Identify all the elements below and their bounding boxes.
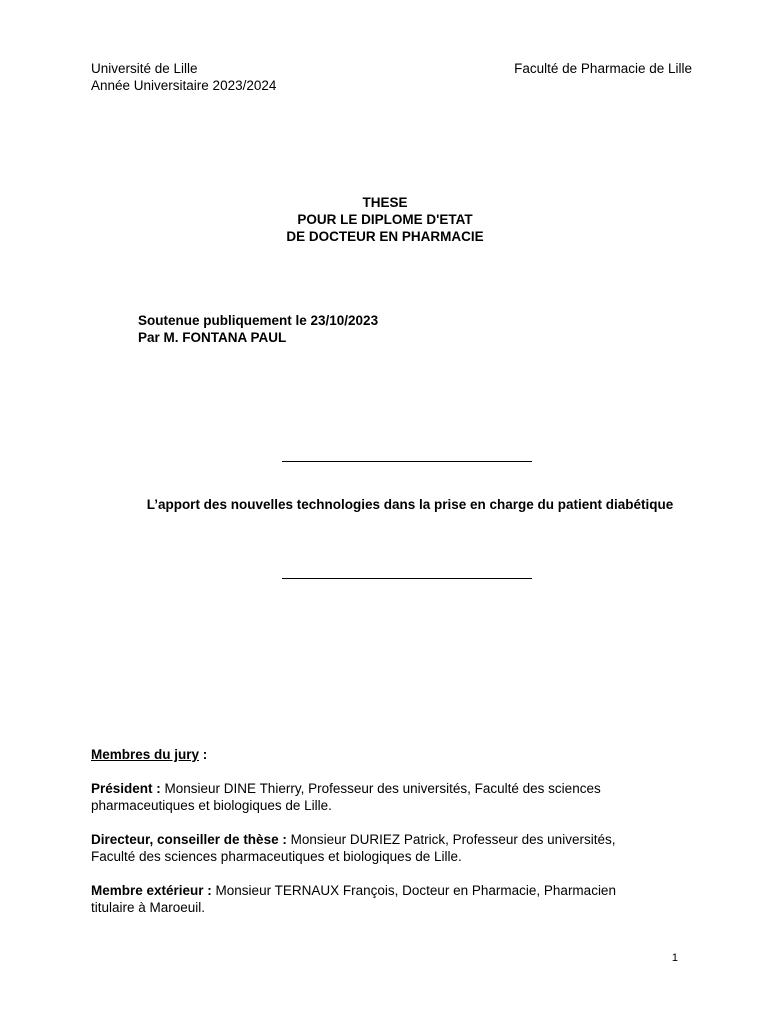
jury-heading xyxy=(91,746,651,763)
jury-role-external: Membre extérieur : xyxy=(91,883,212,898)
jury-description-external: Monsieur TERNAUX François, Docteur en Pharmacie, Pharmacien titulaire à Maroeuil. xyxy=(91,883,616,915)
thesis-type-line-2: POUR LE DIPLOME D'ETAT xyxy=(297,212,473,227)
university-name: Université de Lille xyxy=(91,61,198,76)
academic-year: Année Universitaire 2023/2024 xyxy=(91,78,277,93)
title-rule-bottom xyxy=(282,578,532,579)
thesis-title: L’apport des nouvelles technologies dans la prise en charge du patient diabétique xyxy=(146,497,674,512)
jury-member-director xyxy=(91,831,651,865)
thesis-type-block xyxy=(0,194,770,245)
jury-role-director: Directeur, conseiller de thèse : xyxy=(91,832,287,847)
author: Par M. FONTANA PAUL xyxy=(138,330,287,345)
thesis-type-line-3: DE DOCTEUR EN PHARMACIE xyxy=(286,229,484,244)
thesis-type-line-1: THESE xyxy=(362,195,408,210)
faculty-name: Faculté de Pharmacie de Lille xyxy=(514,61,692,76)
jury-description-director: Monsieur DURIEZ Patrick, Professeur des universités, Faculté des sciences pharmaceutiques et biologiques de Lille. xyxy=(91,832,616,864)
jury-description-president: Monsieur DINE Thierry, Professeur des universités, Faculté des sciences pharmaceutiques et biologiques de Lille. xyxy=(91,781,601,813)
jury-heading-text: Membres du jury xyxy=(91,747,200,762)
header-left xyxy=(91,60,276,94)
header-right xyxy=(514,60,692,77)
jury-member-external xyxy=(91,882,651,916)
defense-block xyxy=(138,312,378,346)
jury-section xyxy=(91,746,651,916)
title-rule-top xyxy=(282,461,532,462)
page-number: 1 xyxy=(671,952,678,964)
jury-member-president xyxy=(91,780,651,814)
defense-date: Soutenue publiquement le 23/10/2023 xyxy=(138,313,379,328)
jury-role-president: Président : xyxy=(91,781,161,796)
jury-heading-colon: : xyxy=(199,747,208,762)
